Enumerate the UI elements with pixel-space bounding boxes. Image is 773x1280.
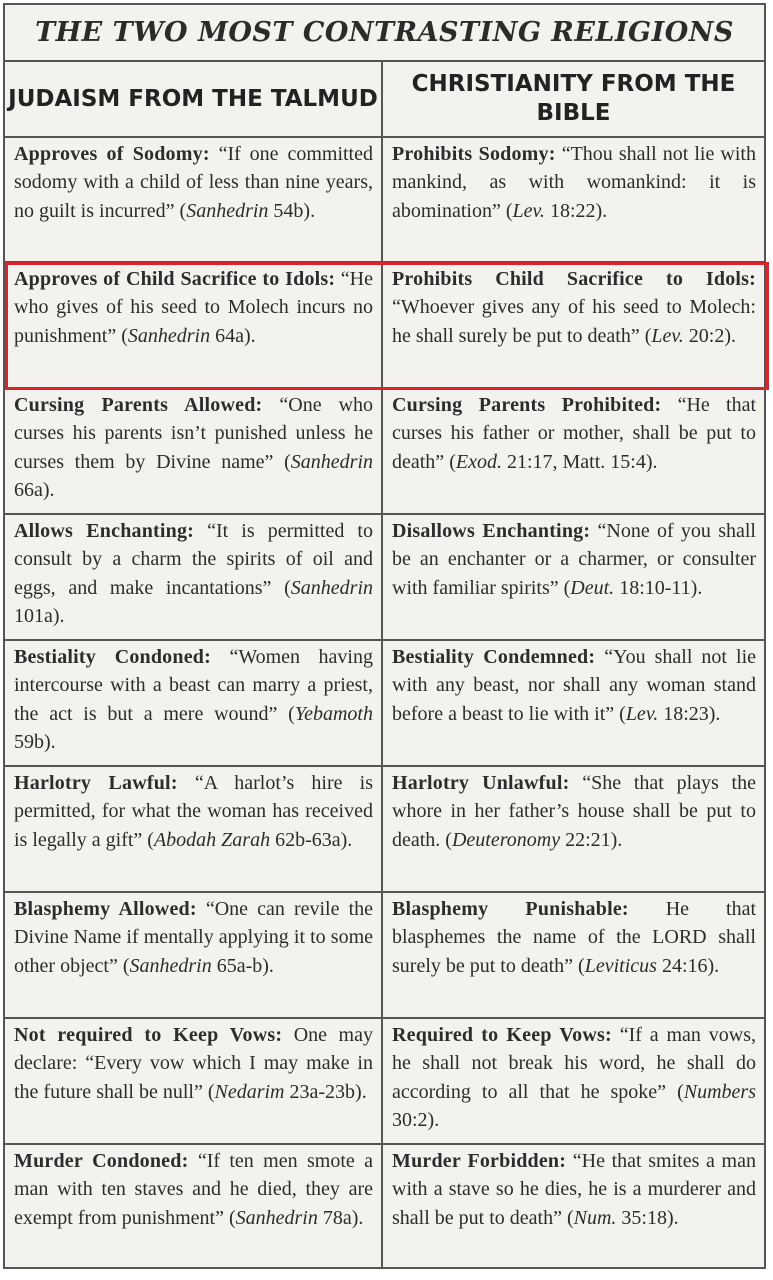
cell-heading: Cursing Parents Prohibited: [392, 394, 662, 416]
column-header-christianity: CHRISTIANITY FROM THE BIBLE [411, 71, 736, 126]
cell-heading: Allows Enchanting: [14, 520, 195, 542]
cell-reference: 20:2). [688, 324, 736, 347]
cell-heading: Harlotry Unlawful: [392, 772, 570, 794]
table-cell-judaism [5, 641, 381, 765]
cell-heading: Disallows Enchanting: [392, 520, 591, 542]
cell-reference: 64a). [215, 324, 256, 347]
cell-reference: 21:17, Matt. 15:4). [506, 450, 658, 473]
cell-heading: Murder Forbidden: [392, 1150, 567, 1172]
cell-text: One may declare: “Every vow which I may make in the future shall be null” ( [14, 1024, 373, 1103]
table-cell-christianity [383, 1145, 764, 1267]
cell-heading: Not required to Keep Vows: [14, 1024, 283, 1046]
cell-heading: Bestiality Condemned: [392, 646, 596, 668]
cell-text: “He who gives of his seed to Molech incurs no punishment” ( [14, 268, 373, 347]
cell-heading: Approves of Sodomy: [14, 143, 210, 165]
table-cell-judaism [5, 893, 381, 1017]
cell-reference: 18:22). [549, 199, 608, 222]
table-cell-judaism [5, 389, 381, 513]
cell-text: “Women having intercourse with a beast can marry a priest, the act is but a mere wound” ( [14, 646, 373, 725]
cell-text: He that blasphemes the name of the LORD shall surely be put to death” ( [392, 898, 757, 977]
cell-reference: 66a). [14, 479, 55, 502]
table-cell-christianity [383, 641, 764, 765]
cell-text: “He that curses his father or mother, shall be put to death” ( [392, 394, 757, 473]
cell-source: Lev. [512, 199, 545, 222]
cell-source: Sanhedrin [127, 324, 211, 347]
cell-text: “She that plays the whore in her father’s house shall be put to death. ( [392, 772, 756, 851]
cell-heading: Harlotry Lawful: [14, 772, 178, 794]
table-cell-christianity [383, 389, 764, 513]
cell-heading: Cursing Parents Allowed: [14, 394, 263, 416]
cell-source: Deut. [570, 576, 615, 599]
table-title: THE TWO MOST CONTRASTING RELIGIONS [5, 5, 764, 62]
table-cell-judaism [5, 1019, 381, 1143]
cell-reference: 62b-63a). [275, 828, 353, 851]
cell-text: “If one committed sodomy with a child of less than nine years, no guilt is incurred” ( [14, 143, 373, 222]
table-cell-christianity [383, 1019, 764, 1143]
cell-reference: 59b). [14, 731, 56, 754]
comparison-table [3, 3, 766, 1269]
cell-text: “A harlot’s hire is permitted, for what the woman has received is legally a gift” ( [14, 772, 374, 851]
table-cell-christianity [383, 138, 764, 261]
table-cell-judaism [5, 1145, 381, 1267]
cell-reference: 54b). [273, 199, 316, 222]
cell-text: “Thou shall not lie with mankind, as with womankind: it is abomination” ( [392, 143, 756, 222]
cell-reference: 22:21). [565, 828, 623, 851]
table-cell-judaism [5, 515, 381, 639]
cell-text: “He that smites a man with a stave so he dies, he is a murderer and shall be put to death” ( [392, 1150, 756, 1229]
cell-heading: Prohibits Sodomy: [392, 143, 556, 165]
cell-text: “If a man vows, he shall not break his word, he shall do according to all that he spoke” ( [392, 1024, 757, 1103]
cell-reference: 30:2). [392, 1109, 440, 1132]
table-cell-christianity [383, 767, 764, 891]
table-cell-christianity [383, 515, 764, 639]
cell-heading: Prohibits Child Sacrifice to Idols: [392, 268, 756, 290]
cell-source: Numbers [683, 1080, 756, 1103]
cell-text: “You shall not lie with any beast, nor shall any woman stand before a beast to lie with it” ( [392, 646, 756, 725]
cell-heading: Approves of Child Sacrifice to Idols: [14, 268, 336, 290]
cell-source: Num. [573, 1206, 617, 1229]
cell-source: Sanhedrin [129, 954, 212, 977]
cell-text: “One who curses his parents isn’t punished unless he curses them by Divine name” ( [14, 394, 374, 473]
cell-source: Sanhedrin [186, 199, 269, 222]
table-cell-christianity [383, 893, 764, 1017]
column-header-judaism: JUDAISM FROM THE TALMUD [8, 85, 378, 112]
cell-text: “If ten men smote a man with ten staves and he died, they are exempt from punishment” ( [14, 1150, 373, 1229]
cell-reference: 18:10-11). [619, 576, 703, 599]
cell-reference: 23a-23b). [289, 1080, 367, 1103]
cell-source: Sanhedrin [290, 450, 373, 473]
cell-heading: Murder Condoned: [14, 1150, 189, 1172]
cell-source: Exod. [455, 450, 502, 473]
cell-heading: Required to Keep Vows: [392, 1024, 612, 1046]
cell-reference: 24:16). [661, 954, 720, 977]
table-cell-judaism [5, 767, 381, 891]
cell-reference: 18:23). [663, 702, 721, 725]
cell-source: Deuteronomy [451, 828, 561, 851]
cell-source: Nedarim [214, 1080, 285, 1103]
cell-reference: 78a). [322, 1206, 364, 1229]
table-cell-christianity [383, 263, 764, 387]
cell-source: Yebamoth [294, 702, 373, 725]
cell-reference: 35:18). [621, 1206, 679, 1229]
cell-reference: 101a). [14, 605, 65, 628]
cell-text: “None of you shall be an enchanter or a charmer, or consulter with familiar spirits” ( [392, 520, 756, 599]
cell-reference: 65a-b). [216, 954, 274, 977]
cell-text: “Whoever gives any of his seed to Molech: he shall surely be put to death” ( [392, 296, 756, 347]
cell-text: “One can revile the Divine Name if mentally applying it to some other object” ( [14, 898, 373, 977]
cell-heading: Blasphemy Punishable: [392, 898, 629, 920]
cell-text: “It is permitted to consult by a charm the spirits of oil and eggs, and make incantations” ( [14, 520, 373, 599]
table-cell-judaism [5, 138, 381, 261]
cell-heading: Blasphemy Allowed: [14, 898, 197, 920]
cell-source: Sanhedrin [290, 576, 373, 599]
cell-source: Leviticus [584, 954, 657, 977]
cell-source: Lev. [651, 324, 684, 347]
cell-source: Abodah Zarah [153, 828, 271, 851]
table-cell-judaism [5, 263, 381, 387]
cell-heading: Bestiality Condoned: [14, 646, 211, 668]
cell-source: Sanhedrin [235, 1206, 318, 1229]
cell-source: Lev. [625, 702, 659, 725]
